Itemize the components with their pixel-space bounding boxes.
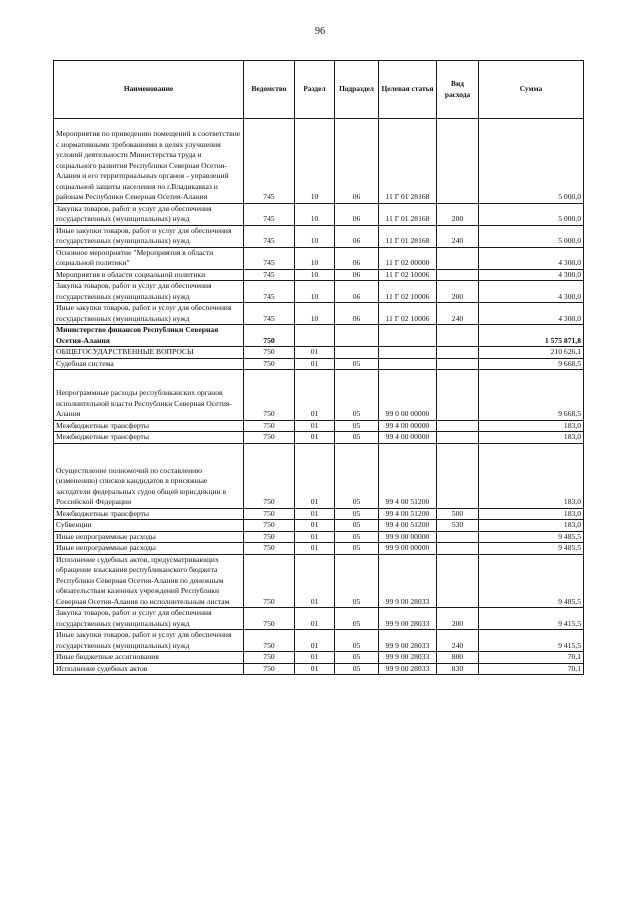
cell-sum: 70,1 bbox=[479, 652, 584, 664]
cell-subsection: 06 bbox=[335, 225, 379, 247]
cell-subsection: 05 bbox=[335, 370, 379, 421]
cell-name: Исполнение судебных актов bbox=[54, 663, 244, 675]
cell-sum: 4 300,0 bbox=[479, 303, 584, 325]
cell-dept: 750 bbox=[244, 370, 295, 421]
table-row bbox=[54, 630, 584, 652]
cell-name: Межбюджетные трансферты bbox=[54, 508, 244, 520]
cell-sum: 1 575 871,8 bbox=[479, 325, 584, 347]
cell-exp-type: 200 bbox=[437, 608, 479, 630]
cell-exp-type bbox=[437, 543, 479, 555]
cell-target: 99 0 00 00000 bbox=[379, 370, 437, 421]
cell-exp-type bbox=[437, 119, 479, 204]
cell-subsection: 05 bbox=[335, 531, 379, 543]
cell-name: Мероприятия в области социальной политики bbox=[54, 269, 244, 281]
cell-name: Субвенции bbox=[54, 520, 244, 532]
cell-sum: 4 300,0 bbox=[479, 281, 584, 303]
table-row bbox=[54, 443, 584, 508]
cell-subsection: 05 bbox=[335, 520, 379, 532]
table-row bbox=[54, 269, 584, 281]
table-row bbox=[54, 531, 584, 543]
cell-sum: 9 415,5 bbox=[479, 630, 584, 652]
cell-sum: 9 668,5 bbox=[479, 358, 584, 370]
table-row bbox=[54, 247, 584, 269]
table-body bbox=[54, 119, 584, 675]
cell-name: Закупка товаров, работ и услуг для обеспечения государственных (муниципальных) нужд bbox=[54, 203, 244, 225]
cell-target: 99 9 00 28033 bbox=[379, 630, 437, 652]
table-row bbox=[54, 420, 584, 432]
cell-subsection bbox=[335, 347, 379, 359]
cell-sum: 70,1 bbox=[479, 663, 584, 675]
cell-exp-type: 530 bbox=[437, 520, 479, 532]
cell-sum: 5 000,0 bbox=[479, 225, 584, 247]
cell-target bbox=[379, 358, 437, 370]
cell-dept: 745 bbox=[244, 269, 295, 281]
cell-target bbox=[379, 347, 437, 359]
cell-section: 01 bbox=[295, 608, 335, 630]
cell-subsection: 06 bbox=[335, 247, 379, 269]
cell-subsection: 06 bbox=[335, 269, 379, 281]
cell-dept: 750 bbox=[244, 508, 295, 520]
header-section: Раздел bbox=[295, 61, 335, 119]
cell-exp-type: 240 bbox=[437, 303, 479, 325]
cell-dept: 745 bbox=[244, 225, 295, 247]
table-row bbox=[54, 543, 584, 555]
table-row bbox=[54, 663, 584, 675]
cell-section: 10 bbox=[295, 269, 335, 281]
cell-target: 11 Г 02 00000 bbox=[379, 247, 437, 269]
table-row bbox=[54, 370, 584, 421]
header-subsection: Подраздел bbox=[335, 61, 379, 119]
table-row bbox=[54, 347, 584, 359]
cell-section: 01 bbox=[295, 347, 335, 359]
cell-subsection: 05 bbox=[335, 554, 379, 608]
cell-name: Министерство финансов Республики Северная Осетия-Алания bbox=[54, 325, 244, 347]
header-dept: Ведомство bbox=[244, 61, 295, 119]
cell-section: 01 bbox=[295, 520, 335, 532]
cell-exp-type bbox=[437, 347, 479, 359]
cell-dept: 745 bbox=[244, 303, 295, 325]
cell-sum: 4 300,0 bbox=[479, 269, 584, 281]
cell-name: Осуществление полномочий по составлению (изменению) списков кандидатов в присяжные заседатели федеральных судов общей юрисдикции в Российской Федерации bbox=[54, 443, 244, 508]
cell-sum: 5 000,0 bbox=[479, 119, 584, 204]
cell-dept: 750 bbox=[244, 554, 295, 608]
cell-exp-type bbox=[437, 370, 479, 421]
cell-dept: 750 bbox=[244, 443, 295, 508]
table-header-row bbox=[54, 61, 584, 119]
cell-exp-type: 240 bbox=[437, 225, 479, 247]
cell-dept: 750 bbox=[244, 347, 295, 359]
cell-target: 11 Г 01 28168 bbox=[379, 225, 437, 247]
cell-target: 99 9 00 28033 bbox=[379, 608, 437, 630]
cell-section: 01 bbox=[295, 370, 335, 421]
table-row bbox=[54, 203, 584, 225]
cell-section: 01 bbox=[295, 543, 335, 555]
cell-subsection: 05 bbox=[335, 663, 379, 675]
cell-dept: 750 bbox=[244, 358, 295, 370]
cell-target: 99 9 00 28033 bbox=[379, 652, 437, 664]
table-row bbox=[54, 119, 584, 204]
cell-target: 99 4 00 00000 bbox=[379, 432, 437, 444]
cell-target: 99 4 00 51200 bbox=[379, 443, 437, 508]
table-row bbox=[54, 303, 584, 325]
header-name: Наименование bbox=[54, 61, 244, 119]
cell-exp-type: 500 bbox=[437, 508, 479, 520]
cell-dept: 750 bbox=[244, 520, 295, 532]
cell-exp-type bbox=[437, 443, 479, 508]
cell-dept: 745 bbox=[244, 203, 295, 225]
cell-name: Иные непрограммные расходы bbox=[54, 531, 244, 543]
cell-section: 01 bbox=[295, 420, 335, 432]
table-row bbox=[54, 520, 584, 532]
cell-section: 10 bbox=[295, 225, 335, 247]
cell-dept: 750 bbox=[244, 432, 295, 444]
cell-exp-type: 200 bbox=[437, 203, 479, 225]
cell-target: 11 Г 01 28168 bbox=[379, 119, 437, 204]
cell-dept: 750 bbox=[244, 608, 295, 630]
cell-sum: 183,0 bbox=[479, 443, 584, 508]
cell-dept: 745 bbox=[244, 119, 295, 204]
cell-name: Межбюджетные трансферты bbox=[54, 432, 244, 444]
cell-name: Иные бюджетные ассигнования bbox=[54, 652, 244, 664]
cell-exp-type bbox=[437, 554, 479, 608]
cell-dept: 750 bbox=[244, 420, 295, 432]
cell-section: 01 bbox=[295, 531, 335, 543]
cell-exp-type bbox=[437, 358, 479, 370]
cell-name: Межбюджетные трансферты bbox=[54, 420, 244, 432]
cell-subsection: 05 bbox=[335, 443, 379, 508]
cell-subsection bbox=[335, 325, 379, 347]
cell-name: Основное мероприятие "Мероприятия в области социальной политики" bbox=[54, 247, 244, 269]
cell-sum: 9 415,5 bbox=[479, 608, 584, 630]
cell-exp-type bbox=[437, 531, 479, 543]
cell-subsection: 06 bbox=[335, 203, 379, 225]
cell-name: ОБЩЕГОСУДАРСТВЕННЫЕ ВОПРОСЫ bbox=[54, 347, 244, 359]
table-row bbox=[54, 358, 584, 370]
page-number: 96 bbox=[315, 26, 325, 37]
cell-sum: 4 300,0 bbox=[479, 247, 584, 269]
cell-section: 01 bbox=[295, 443, 335, 508]
table-row bbox=[54, 508, 584, 520]
table-row bbox=[54, 325, 584, 347]
cell-target: 11 Г 02 10006 bbox=[379, 303, 437, 325]
cell-sum: 210 626,1 bbox=[479, 347, 584, 359]
cell-section: 01 bbox=[295, 508, 335, 520]
cell-exp-type bbox=[437, 432, 479, 444]
cell-section: 01 bbox=[295, 358, 335, 370]
cell-exp-type: 240 bbox=[437, 630, 479, 652]
cell-subsection: 05 bbox=[335, 432, 379, 444]
cell-target: 11 Г 02 10006 bbox=[379, 269, 437, 281]
cell-section: 10 bbox=[295, 303, 335, 325]
cell-exp-type bbox=[437, 420, 479, 432]
cell-dept: 750 bbox=[244, 630, 295, 652]
cell-dept: 750 bbox=[244, 663, 295, 675]
cell-exp-type bbox=[437, 269, 479, 281]
cell-subsection: 05 bbox=[335, 420, 379, 432]
cell-section bbox=[295, 325, 335, 347]
cell-sum: 183,0 bbox=[479, 520, 584, 532]
table-row bbox=[54, 432, 584, 444]
header-exp-type: Вид расхода bbox=[437, 61, 479, 119]
cell-target bbox=[379, 325, 437, 347]
cell-name: Мероприятия по приведению помещений в соответствие с нормативными требованиями в целях улучшения условий деятельности Министерства труда и социального развития Республики Северная Осетия-Алания и его территориальных органов - управлений социальной защиты населения по г.Владикавказ и районам Республики Северная Осетия-Алания bbox=[54, 119, 244, 204]
cell-exp-type: 200 bbox=[437, 281, 479, 303]
cell-sum: 183,0 bbox=[479, 432, 584, 444]
cell-sum: 183,0 bbox=[479, 508, 584, 520]
cell-name: Исполнение судебных актов, предусматривающих обращение взыскания республиканского бюджета Республики Северная Осетия-Алания по денежным обязательствам казенных учреждений Республики Северная Осетия-Алания по исполнительным листам bbox=[54, 554, 244, 608]
cell-dept: 745 bbox=[244, 247, 295, 269]
cell-subsection: 05 bbox=[335, 508, 379, 520]
table-row bbox=[54, 281, 584, 303]
cell-section: 10 bbox=[295, 119, 335, 204]
cell-section: 01 bbox=[295, 652, 335, 664]
cell-section: 10 bbox=[295, 247, 335, 269]
table-row bbox=[54, 608, 584, 630]
cell-name: Закупка товаров, работ и услуг для обеспечения государственных (муниципальных) нужд bbox=[54, 608, 244, 630]
cell-subsection: 06 bbox=[335, 119, 379, 204]
cell-subsection: 05 bbox=[335, 652, 379, 664]
cell-dept: 750 bbox=[244, 652, 295, 664]
cell-subsection: 05 bbox=[335, 543, 379, 555]
cell-target: 99 9 00 00000 bbox=[379, 543, 437, 555]
cell-dept: 750 bbox=[244, 325, 295, 347]
cell-target: 11 Г 01 28168 bbox=[379, 203, 437, 225]
cell-name: Судебная система bbox=[54, 358, 244, 370]
cell-subsection: 06 bbox=[335, 303, 379, 325]
cell-name: Закупка товаров, работ и услуг для обеспечения государственных (муниципальных) нужд bbox=[54, 281, 244, 303]
cell-target: 99 9 00 00000 bbox=[379, 531, 437, 543]
cell-target: 99 4 00 51200 bbox=[379, 520, 437, 532]
cell-sum: 183,0 bbox=[479, 420, 584, 432]
cell-section: 01 bbox=[295, 554, 335, 608]
cell-sum: 9 485,5 bbox=[479, 554, 584, 608]
table-row bbox=[54, 652, 584, 664]
cell-sum: 9 668,5 bbox=[479, 370, 584, 421]
cell-subsection: 05 bbox=[335, 358, 379, 370]
cell-sum: 9 485,5 bbox=[479, 531, 584, 543]
cell-subsection: 05 bbox=[335, 608, 379, 630]
cell-subsection: 05 bbox=[335, 630, 379, 652]
cell-target: 99 4 00 00000 bbox=[379, 420, 437, 432]
cell-target: 99 9 00 28033 bbox=[379, 554, 437, 608]
cell-section: 01 bbox=[295, 630, 335, 652]
cell-name: Иные закупки товаров, работ и услуг для обеспечения государственных (муниципальных) нужд bbox=[54, 303, 244, 325]
cell-exp-type bbox=[437, 247, 479, 269]
cell-section: 01 bbox=[295, 663, 335, 675]
cell-section: 10 bbox=[295, 203, 335, 225]
budget-table bbox=[53, 60, 584, 675]
cell-dept: 750 bbox=[244, 531, 295, 543]
cell-name: Иные закупки товаров, работ и услуг для обеспечения государственных (муниципальных) нужд bbox=[54, 225, 244, 247]
cell-name: Непрограммные расходы республиканских органов исполнительной власти Республики Северная Осетия-Алания bbox=[54, 370, 244, 421]
cell-section: 10 bbox=[295, 281, 335, 303]
header-sum: Сумма bbox=[479, 61, 584, 119]
cell-sum: 9 485,5 bbox=[479, 543, 584, 555]
cell-target: 11 Г 02 10006 bbox=[379, 281, 437, 303]
cell-target: 99 4 00 51200 bbox=[379, 508, 437, 520]
table-row bbox=[54, 554, 584, 608]
cell-name: Иные закупки товаров, работ и услуг для обеспечения государственных (муниципальных) нужд bbox=[54, 630, 244, 652]
cell-exp-type bbox=[437, 325, 479, 347]
cell-exp-type: 800 bbox=[437, 652, 479, 664]
table-row bbox=[54, 225, 584, 247]
cell-subsection: 06 bbox=[335, 281, 379, 303]
cell-dept: 745 bbox=[244, 281, 295, 303]
cell-dept: 750 bbox=[244, 543, 295, 555]
cell-sum: 5 000,0 bbox=[479, 203, 584, 225]
cell-target: 99 9 00 28033 bbox=[379, 663, 437, 675]
cell-section: 01 bbox=[295, 432, 335, 444]
header-target: Целевая статья bbox=[379, 61, 437, 119]
cell-name: Иные непрограммные расходы bbox=[54, 543, 244, 555]
cell-exp-type: 830 bbox=[437, 663, 479, 675]
